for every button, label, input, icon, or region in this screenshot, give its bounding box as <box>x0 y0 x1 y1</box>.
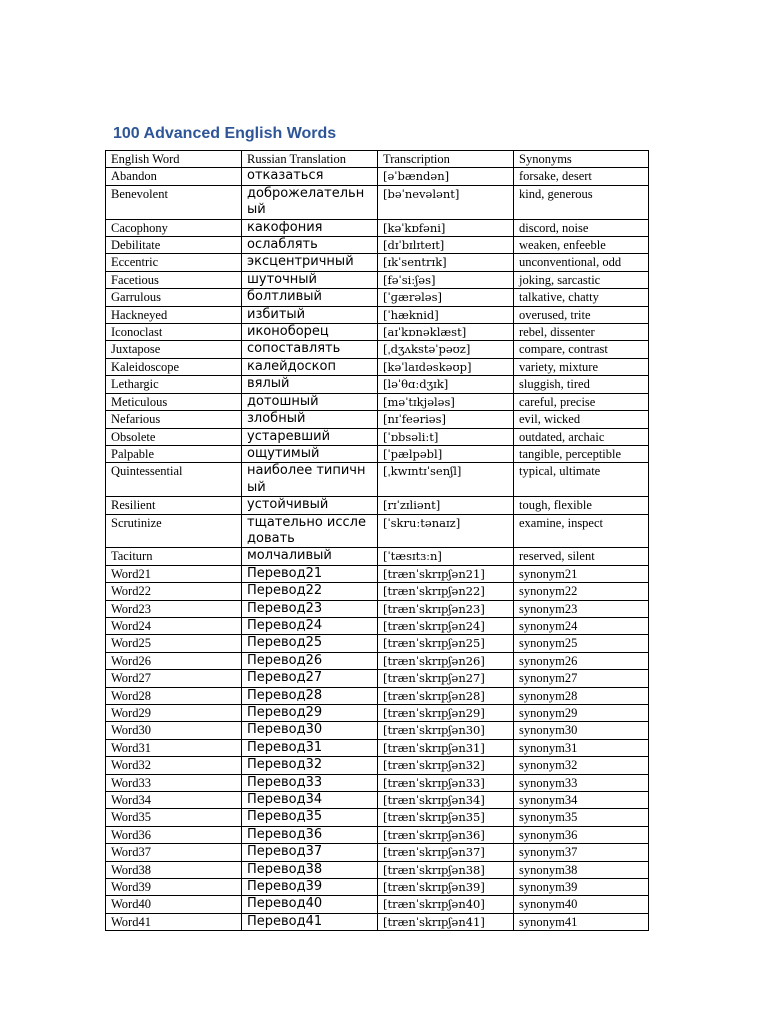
synonyms-cell: synonym25 <box>514 635 649 652</box>
english-word-cell: Juxtapose <box>106 341 242 358</box>
english-word-cell: Cacophony <box>106 219 242 236</box>
table-body <box>106 168 649 931</box>
transcription-cell: [trænˈskrɪpʃən32] <box>378 757 514 774</box>
russian-translation-cell: калейдоскоп <box>242 358 378 375</box>
synonyms-cell: synonym31 <box>514 739 649 756</box>
table-row <box>106 185 649 219</box>
synonyms-cell: outdated, archaic <box>514 428 649 445</box>
english-word-cell: Lethargic <box>106 376 242 393</box>
table-row <box>106 739 649 756</box>
synonyms-cell: synonym30 <box>514 722 649 739</box>
russian-translation-cell: Перевод40 <box>242 896 378 913</box>
synonyms-cell: sluggish, tired <box>514 376 649 393</box>
table-row <box>106 514 649 548</box>
russian-translation-cell: болтливый <box>242 289 378 306</box>
transcription-cell: [fəˈsiːʃəs] <box>378 271 514 288</box>
transcription-cell: [ˌdʒʌkstəˈpəʊz] <box>378 341 514 358</box>
synonyms-cell: synonym28 <box>514 687 649 704</box>
synonyms-cell: synonym41 <box>514 913 649 930</box>
table-row <box>106 358 649 375</box>
table-row <box>106 341 649 358</box>
english-word-cell: Word36 <box>106 826 242 843</box>
english-word-cell: Palpable <box>106 445 242 462</box>
table-row <box>106 565 649 582</box>
synonyms-cell: synonym35 <box>514 809 649 826</box>
transcription-cell: [ˌkwɪntɪˈsenʃl] <box>378 463 514 497</box>
transcription-cell: [nɪˈfeəriəs] <box>378 411 514 428</box>
transcription-cell: [ˈɡærələs] <box>378 289 514 306</box>
english-word-cell: Word29 <box>106 705 242 722</box>
russian-translation-cell: ощутимый <box>242 445 378 462</box>
english-word-cell: Nefarious <box>106 411 242 428</box>
transcription-cell: [trænˈskrɪpʃən23] <box>378 600 514 617</box>
table-header-row <box>106 151 649 168</box>
table-row <box>106 411 649 428</box>
transcription-cell: [trænˈskrɪpʃən24] <box>378 617 514 634</box>
transcription-cell: [kəˈkɒfəni] <box>378 219 514 236</box>
table-row <box>106 289 649 306</box>
english-word-cell: Word35 <box>106 809 242 826</box>
table-row <box>106 757 649 774</box>
transcription-cell: [trænˈskrɪpʃən27] <box>378 670 514 687</box>
synonyms-cell: talkative, chatty <box>514 289 649 306</box>
synonyms-cell: synonym27 <box>514 670 649 687</box>
table-row <box>106 687 649 704</box>
transcription-cell: [aɪˈkɒnəklæst] <box>378 324 514 341</box>
synonyms-cell: unconventional, odd <box>514 254 649 271</box>
russian-translation-cell: Перевод28 <box>242 687 378 704</box>
table-row <box>106 705 649 722</box>
english-word-cell: Hackneyed <box>106 306 242 323</box>
russian-translation-cell: Перевод25 <box>242 635 378 652</box>
header-russian-translation: Russian Translation <box>242 151 378 168</box>
synonyms-cell: discord, noise <box>514 219 649 236</box>
english-word-cell: Abandon <box>106 168 242 185</box>
russian-translation-cell: Перевод22 <box>242 583 378 600</box>
russian-translation-cell: Перевод29 <box>242 705 378 722</box>
transcription-cell: [trænˈskrɪpʃən31] <box>378 739 514 756</box>
russian-translation-cell: Перевод35 <box>242 809 378 826</box>
russian-translation-cell: отказаться <box>242 168 378 185</box>
table-row <box>106 809 649 826</box>
table-row <box>106 324 649 341</box>
transcription-cell: [trænˈskrɪpʃən25] <box>378 635 514 652</box>
transcription-cell: [trænˈskrɪpʃən22] <box>378 583 514 600</box>
english-word-cell: Benevolent <box>106 185 242 219</box>
transcription-cell: [trænˈskrɪpʃən29] <box>378 705 514 722</box>
header-synonyms: Synonyms <box>514 151 649 168</box>
russian-translation-cell: молчаливый <box>242 548 378 565</box>
transcription-cell: [trænˈskrɪpʃən34] <box>378 792 514 809</box>
synonyms-cell: typical, ultimate <box>514 463 649 497</box>
synonyms-cell: synonym23 <box>514 600 649 617</box>
english-word-cell: Debilitate <box>106 237 242 254</box>
transcription-cell: [trænˈskrɪpʃən33] <box>378 774 514 791</box>
synonyms-cell: overused, trite <box>514 306 649 323</box>
table-row <box>106 376 649 393</box>
russian-translation-cell: дотошный <box>242 393 378 410</box>
english-word-cell: Facetious <box>106 271 242 288</box>
english-word-cell: Word22 <box>106 583 242 600</box>
synonyms-cell: evil, wicked <box>514 411 649 428</box>
transcription-cell: [ɪkˈsentrɪk] <box>378 254 514 271</box>
english-word-cell: Word38 <box>106 861 242 878</box>
russian-translation-cell: злобный <box>242 411 378 428</box>
transcription-cell: [trænˈskrɪpʃən26] <box>378 652 514 669</box>
table-row <box>106 600 649 617</box>
english-word-cell: Word31 <box>106 739 242 756</box>
table-row <box>106 670 649 687</box>
words-table <box>105 150 649 931</box>
table-row <box>106 896 649 913</box>
synonyms-cell: synonym33 <box>514 774 649 791</box>
table-row <box>106 861 649 878</box>
synonyms-cell: kind, generous <box>514 185 649 219</box>
transcription-cell: [trænˈskrɪpʃən28] <box>378 687 514 704</box>
table-row <box>106 792 649 809</box>
russian-translation-cell: Перевод37 <box>242 844 378 861</box>
english-word-cell: Word21 <box>106 565 242 582</box>
transcription-cell: [trænˈskrɪpʃən35] <box>378 809 514 826</box>
transcription-cell: [bəˈnevələnt] <box>378 185 514 219</box>
russian-translation-cell: Перевод23 <box>242 600 378 617</box>
transcription-cell: [ləˈθɑːdʒɪk] <box>378 376 514 393</box>
synonyms-cell: rebel, dissenter <box>514 324 649 341</box>
russian-translation-cell: Перевод27 <box>242 670 378 687</box>
russian-translation-cell: Перевод39 <box>242 879 378 896</box>
table-row <box>106 879 649 896</box>
russian-translation-cell: Перевод33 <box>242 774 378 791</box>
synonyms-cell: synonym24 <box>514 617 649 634</box>
transcription-cell: [ˈtæsɪtɜːn] <box>378 548 514 565</box>
transcription-cell: [ˈpælpəbl] <box>378 445 514 462</box>
synonyms-cell: tough, flexible <box>514 497 649 514</box>
synonyms-cell: reserved, silent <box>514 548 649 565</box>
synonyms-cell: forsake, desert <box>514 168 649 185</box>
synonyms-cell: synonym36 <box>514 826 649 843</box>
russian-translation-cell: устойчивый <box>242 497 378 514</box>
table-row <box>106 774 649 791</box>
english-word-cell: Word37 <box>106 844 242 861</box>
russian-translation-cell: иконоборец <box>242 324 378 341</box>
russian-translation-cell: тщательно исследовать <box>242 514 378 548</box>
russian-translation-cell: какофония <box>242 219 378 236</box>
transcription-cell: [əˈbændən] <box>378 168 514 185</box>
table-row <box>106 306 649 323</box>
table-row <box>106 445 649 462</box>
table-row <box>106 497 649 514</box>
russian-translation-cell: Перевод34 <box>242 792 378 809</box>
russian-translation-cell: Перевод24 <box>242 617 378 634</box>
english-word-cell: Garrulous <box>106 289 242 306</box>
russian-translation-cell: Перевод41 <box>242 913 378 930</box>
russian-translation-cell: шуточный <box>242 271 378 288</box>
english-word-cell: Quintessential <box>106 463 242 497</box>
english-word-cell: Word24 <box>106 617 242 634</box>
english-word-cell: Kaleidoscope <box>106 358 242 375</box>
transcription-cell: [trænˈskrɪpʃən21] <box>378 565 514 582</box>
russian-translation-cell: Перевод30 <box>242 722 378 739</box>
english-word-cell: Word25 <box>106 635 242 652</box>
transcription-cell: [trænˈskrɪpʃən38] <box>378 861 514 878</box>
russian-translation-cell: Перевод38 <box>242 861 378 878</box>
english-word-cell: Obsolete <box>106 428 242 445</box>
synonyms-cell: compare, contrast <box>514 341 649 358</box>
synonyms-cell: synonym21 <box>514 565 649 582</box>
table-row <box>106 271 649 288</box>
table-row <box>106 428 649 445</box>
english-word-cell: Eccentric <box>106 254 242 271</box>
english-word-cell: Scrutinize <box>106 514 242 548</box>
table-row <box>106 617 649 634</box>
english-word-cell: Word39 <box>106 879 242 896</box>
transcription-cell: [trænˈskrɪpʃən36] <box>378 826 514 843</box>
table-row <box>106 583 649 600</box>
table-row <box>106 826 649 843</box>
russian-translation-cell: устаревший <box>242 428 378 445</box>
synonyms-cell: synonym29 <box>514 705 649 722</box>
english-word-cell: Word33 <box>106 774 242 791</box>
table-row <box>106 635 649 652</box>
russian-translation-cell: Перевод31 <box>242 739 378 756</box>
english-word-cell: Iconoclast <box>106 324 242 341</box>
transcription-cell: [dɪˈbɪlɪteɪt] <box>378 237 514 254</box>
synonyms-cell: tangible, perceptible <box>514 445 649 462</box>
english-word-cell: Word32 <box>106 757 242 774</box>
english-word-cell: Word23 <box>106 600 242 617</box>
russian-translation-cell: избитый <box>242 306 378 323</box>
russian-translation-cell: наиболее типичный <box>242 463 378 497</box>
russian-translation-cell: эксцентричный <box>242 254 378 271</box>
english-word-cell: Word26 <box>106 652 242 669</box>
transcription-cell: [rɪˈzɪliənt] <box>378 497 514 514</box>
synonyms-cell: synonym37 <box>514 844 649 861</box>
synonyms-cell: weaken, enfeeble <box>514 237 649 254</box>
table-row <box>106 219 649 236</box>
english-word-cell: Word34 <box>106 792 242 809</box>
russian-translation-cell: сопоставлять <box>242 341 378 358</box>
synonyms-cell: careful, precise <box>514 393 649 410</box>
transcription-cell: [trænˈskrɪpʃən30] <box>378 722 514 739</box>
synonyms-cell: synonym32 <box>514 757 649 774</box>
russian-translation-cell: ослаблять <box>242 237 378 254</box>
transcription-cell: [trænˈskrɪpʃən37] <box>378 844 514 861</box>
transcription-cell: [ˈɒbsəliːt] <box>378 428 514 445</box>
transcription-cell: [kəˈlaɪdəskəʊp] <box>378 358 514 375</box>
english-word-cell: Word30 <box>106 722 242 739</box>
russian-translation-cell: Перевод21 <box>242 565 378 582</box>
header-english-word: English Word <box>106 151 242 168</box>
page-title: 100 Advanced English Words <box>113 125 337 142</box>
transcription-cell: [trænˈskrɪpʃən41] <box>378 913 514 930</box>
table-row <box>106 237 649 254</box>
transcription-cell: [ˈhæknid] <box>378 306 514 323</box>
transcription-cell: [ˈskruːtənaɪz] <box>378 514 514 548</box>
russian-translation-cell: Перевод32 <box>242 757 378 774</box>
synonyms-cell: examine, inspect <box>514 514 649 548</box>
russian-translation-cell: Перевод26 <box>242 652 378 669</box>
synonyms-cell: synonym26 <box>514 652 649 669</box>
table-row <box>106 548 649 565</box>
transcription-cell: [trænˈskrɪpʃən39] <box>378 879 514 896</box>
table-row <box>106 254 649 271</box>
table-row <box>106 393 649 410</box>
synonyms-cell: synonym22 <box>514 583 649 600</box>
russian-translation-cell: вялый <box>242 376 378 393</box>
transcription-cell: [məˈtɪkjələs] <box>378 393 514 410</box>
table-row <box>106 722 649 739</box>
synonyms-cell: variety, mixture <box>514 358 649 375</box>
english-word-cell: Taciturn <box>106 548 242 565</box>
table-row <box>106 463 649 497</box>
synonyms-cell: synonym40 <box>514 896 649 913</box>
synonyms-cell: joking, sarcastic <box>514 271 649 288</box>
english-word-cell: Word40 <box>106 896 242 913</box>
table-row <box>106 652 649 669</box>
english-word-cell: Word28 <box>106 687 242 704</box>
english-word-cell: Meticulous <box>106 393 242 410</box>
synonyms-cell: synonym38 <box>514 861 649 878</box>
english-word-cell: Word27 <box>106 670 242 687</box>
english-word-cell: Resilient <box>106 497 242 514</box>
russian-translation-cell: Перевод36 <box>242 826 378 843</box>
russian-translation-cell: доброжелательный <box>242 185 378 219</box>
header-transcription: Transcription <box>378 151 514 168</box>
synonyms-cell: synonym39 <box>514 879 649 896</box>
table-row <box>106 844 649 861</box>
english-word-cell: Word41 <box>106 913 242 930</box>
transcription-cell: [trænˈskrɪpʃən40] <box>378 896 514 913</box>
table-row <box>106 913 649 930</box>
table-row <box>106 168 649 185</box>
synonyms-cell: synonym34 <box>514 792 649 809</box>
